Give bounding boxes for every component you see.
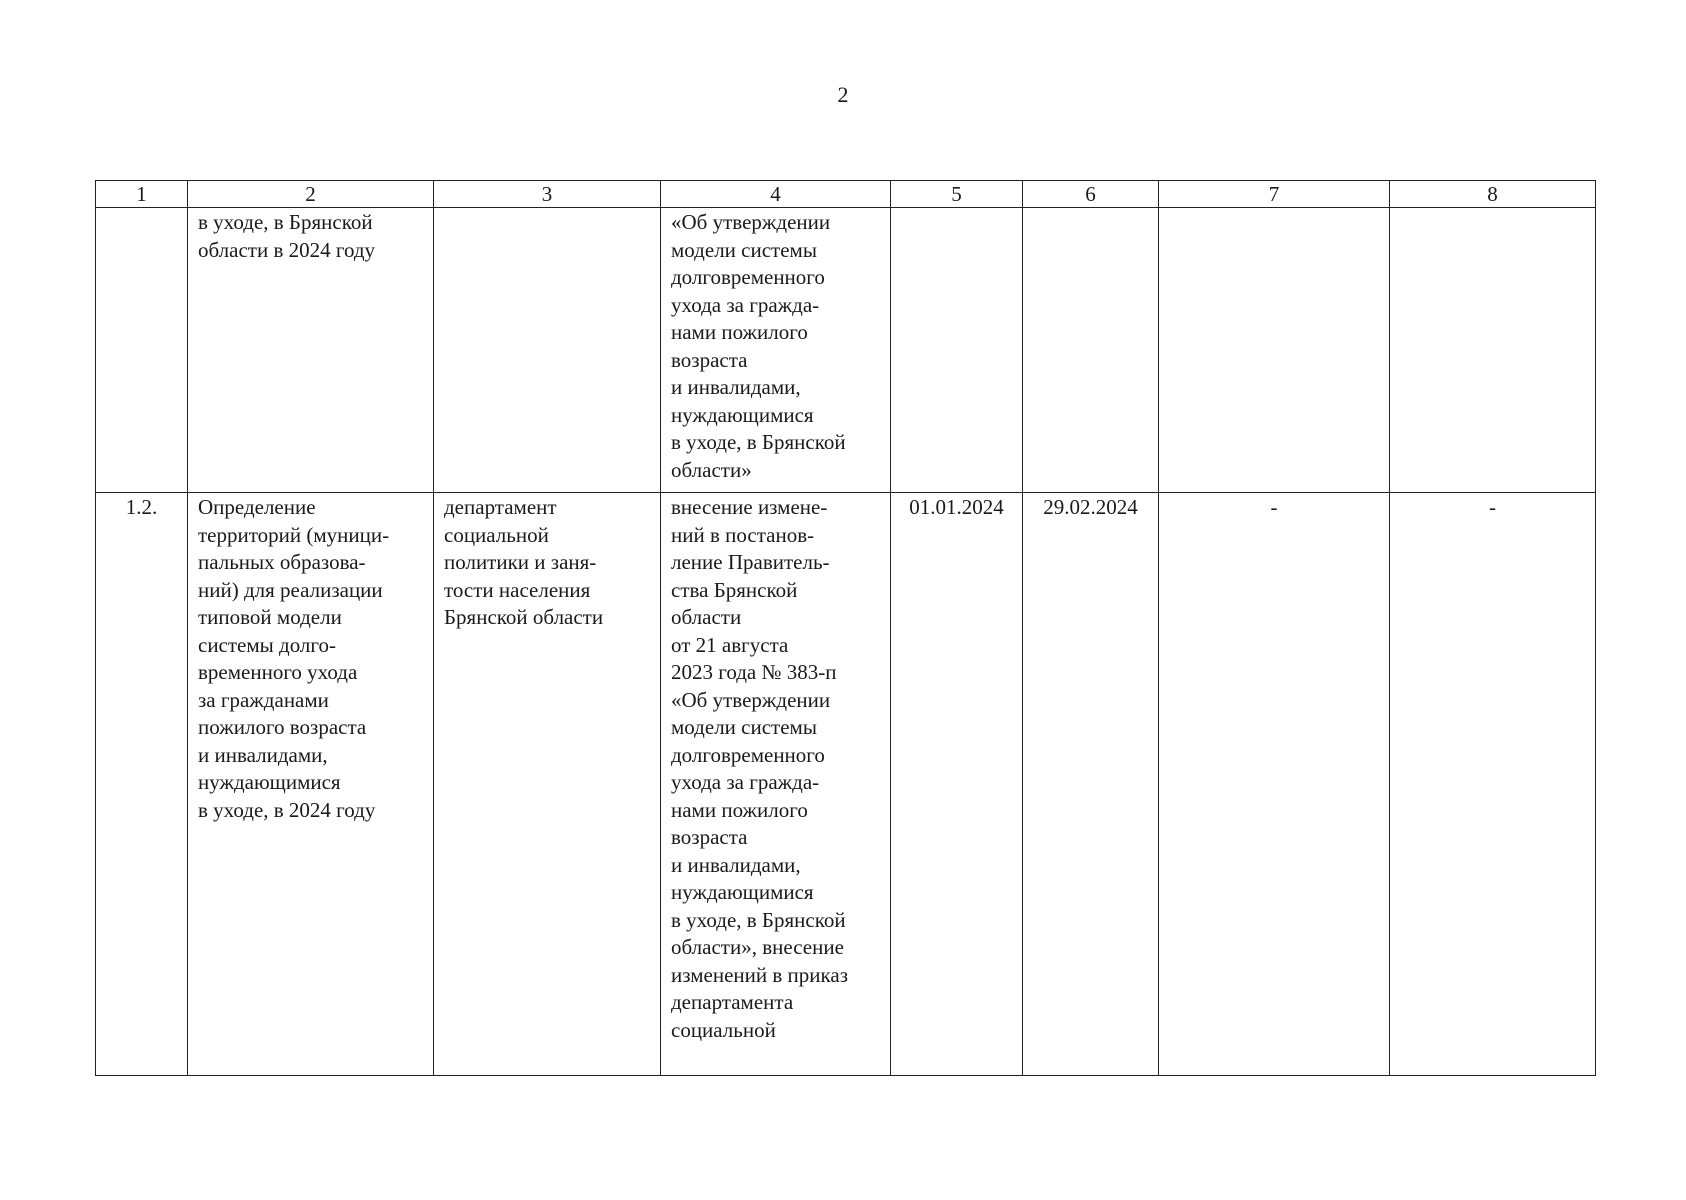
text-line: ний) для реализации [198, 577, 383, 602]
column-number-6: 6 [1023, 181, 1159, 208]
text-line: тости населения [444, 577, 591, 602]
text-line: ухода за гражда- [671, 292, 820, 317]
text-line: модели системы [671, 237, 817, 262]
text-line: в уходе, в Брянской [198, 210, 373, 234]
cell-end-date: 29.02.2024 [1023, 493, 1159, 1076]
cell-end-date [1023, 208, 1159, 493]
text-line: возраста [671, 825, 748, 849]
text-line: долговременного [671, 265, 825, 289]
text-line: пальных образова- [198, 550, 366, 574]
text-line: нуждающимися [671, 402, 814, 427]
text-line: департамента [671, 990, 794, 1014]
cell-measure-continued [188, 208, 434, 493]
table-row-continued [96, 208, 1596, 493]
text-line: нами пожилого [671, 320, 808, 344]
column-number-5: 5 [891, 181, 1023, 208]
text-line: пожилого возраста [198, 715, 367, 739]
text-line: ухода за гражда- [671, 770, 820, 794]
cell-result-continued [661, 208, 891, 493]
text-line: территорий (муници- [198, 522, 390, 547]
page-number: 2 [837, 82, 849, 107]
cell-result [661, 493, 891, 1076]
text-line: политики и заня- [444, 550, 597, 574]
text-line: «Об утверждении [671, 210, 831, 234]
cell-col7 [1159, 208, 1390, 493]
text-line: и инвалидами, [198, 742, 328, 767]
cell-start-date [891, 208, 1023, 493]
text-line: области», внесение [671, 935, 844, 959]
text-line: ства Брянской [671, 577, 798, 602]
text-line: в уходе, в 2024 году [198, 797, 376, 822]
text-line: в уходе, в Брянской [671, 907, 846, 932]
text-line: типовой модели [198, 605, 342, 629]
cell-responsible [434, 493, 661, 1076]
cell-col8: - [1390, 493, 1596, 1076]
text-line: за гражданами [198, 687, 329, 712]
cell-col7: - [1159, 493, 1390, 1076]
column-number-8: 8 [1390, 181, 1596, 208]
column-number-7: 7 [1159, 181, 1390, 208]
text-line: социальной [444, 522, 549, 547]
cell-index: 1.2. [96, 493, 188, 1076]
text-line: внесение измене- [671, 495, 828, 519]
cell-col8 [1390, 208, 1596, 493]
text-line: модели системы [671, 715, 817, 739]
text-line: «Об утверждении [671, 687, 831, 712]
text-line: области в 2024 году [198, 237, 376, 262]
cell-index [96, 208, 188, 493]
text-line: долговременного [671, 742, 825, 767]
text-line: области [671, 605, 742, 629]
text-line: системы долго- [198, 632, 336, 657]
column-number-4: 4 [661, 181, 891, 208]
text-line: нами пожилого [671, 797, 808, 822]
text-line: ний в постанов- [671, 522, 815, 547]
table-header-row [96, 181, 1596, 208]
column-number-2: 2 [188, 181, 434, 208]
text-line: и инвалидами, [671, 375, 801, 399]
cell-responsible [434, 208, 661, 493]
text-line: изменений в приказ [671, 962, 849, 987]
plan-table [95, 180, 1596, 1076]
text-line: от 21 августа [671, 632, 789, 657]
text-line: социальной [671, 1017, 776, 1042]
text-line: возраста [671, 347, 748, 372]
text-line: 2023 года № 383-п [671, 660, 837, 684]
cell-start-date: 01.01.2024 [891, 493, 1023, 1076]
text-line: ление Правитель- [671, 550, 830, 574]
text-line: Определение [198, 495, 316, 519]
text-line: и инвалидами, [671, 852, 801, 877]
column-number-1: 1 [96, 181, 188, 208]
text-line: нуждающимися [198, 770, 341, 794]
text-line: Брянской области [444, 605, 604, 629]
text-line: департамент [444, 495, 557, 519]
text-line: нуждающимися [671, 880, 814, 904]
column-number-3: 3 [434, 181, 661, 208]
text-line: временного ухода [198, 660, 358, 684]
text-line: в уходе, в Брянской [671, 430, 846, 454]
text-line: области» [671, 457, 752, 482]
cell-measure [188, 493, 434, 1076]
table-row-1-2 [96, 493, 1596, 1076]
